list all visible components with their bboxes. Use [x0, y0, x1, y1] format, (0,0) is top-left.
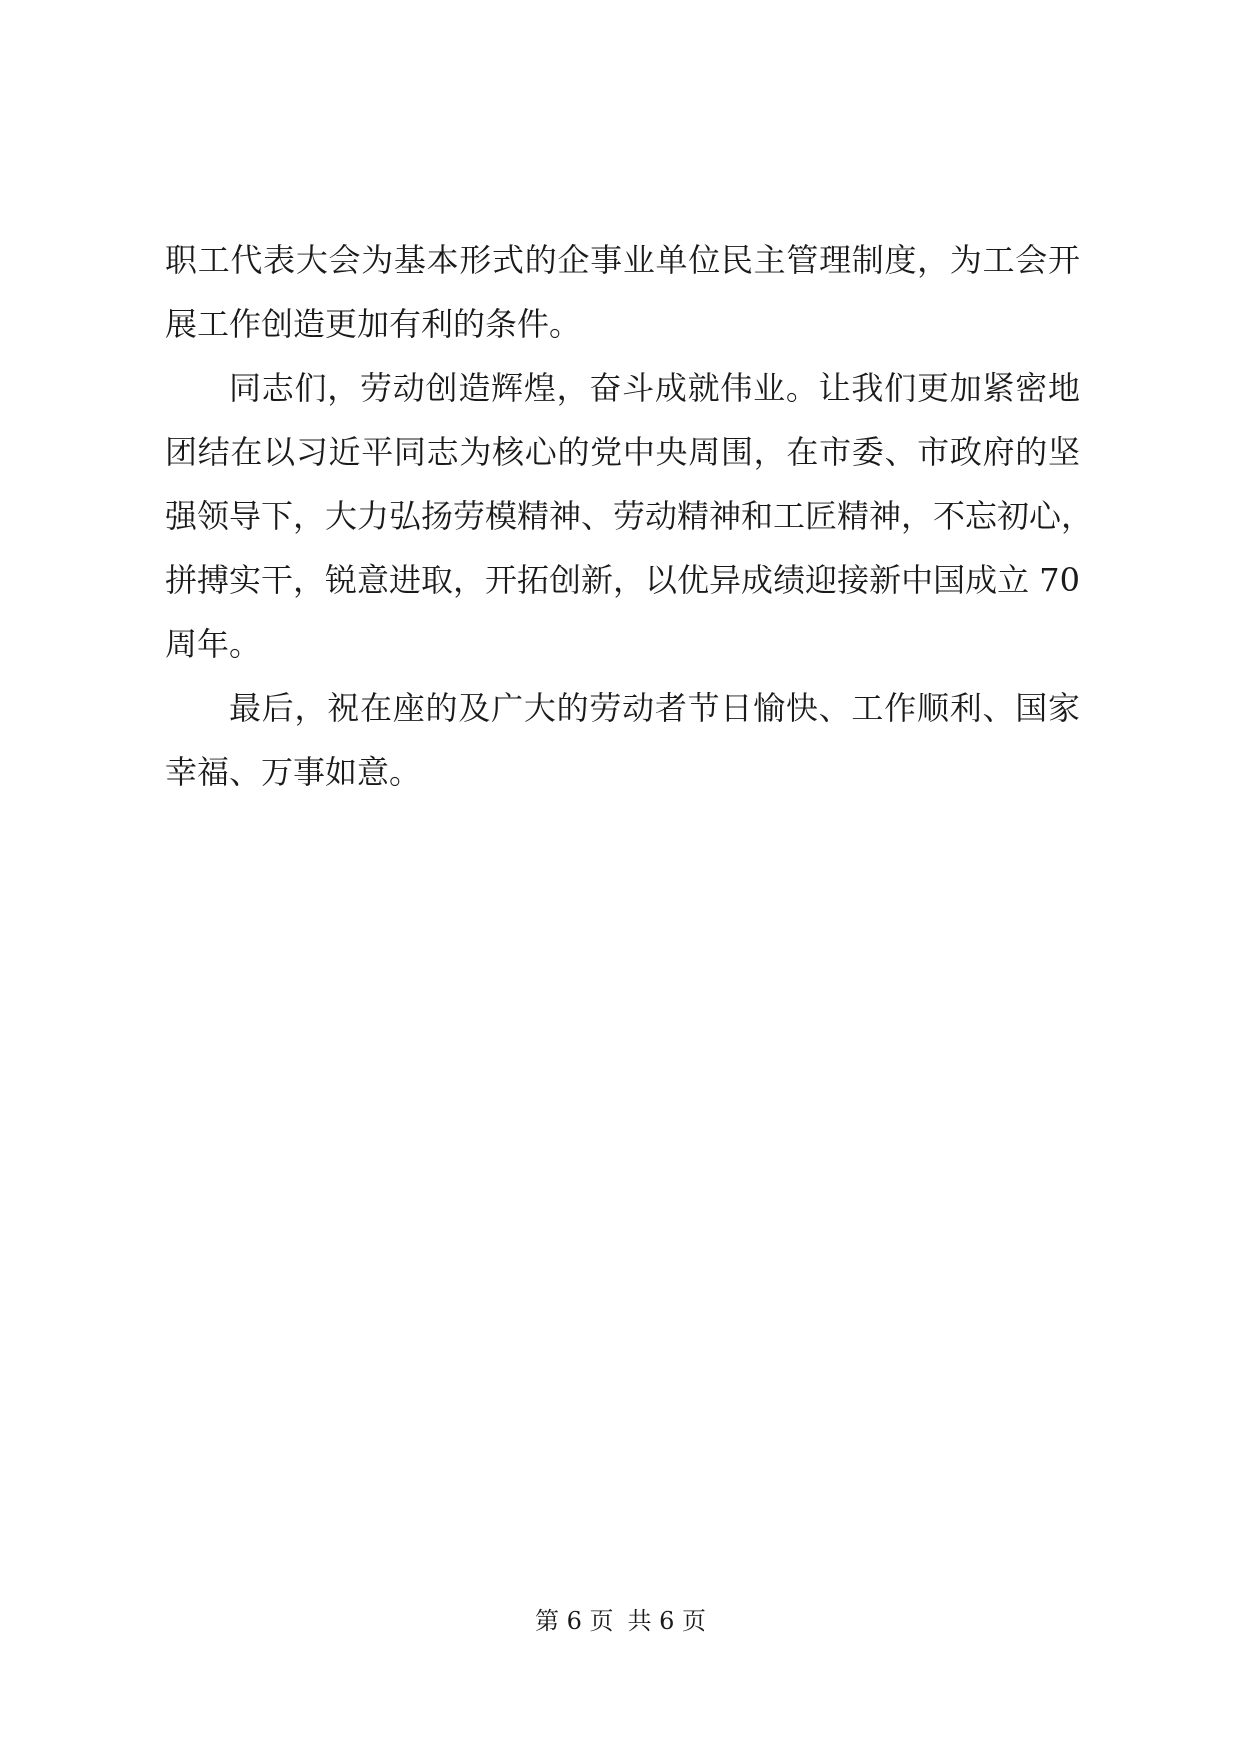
page-total: 共 6 页 [627, 1607, 707, 1635]
text-line: 幸福、万事如意。 [165, 753, 422, 791]
text-line: 最后，祝在座的及广大的劳动者节日愉快、工作顺利、国家 [229, 689, 1080, 727]
text-line: 团结在以习近平同志为核心的党中央周围，在市委、市政府的坚 [165, 433, 1080, 471]
text-line: 强领导下，大力弘扬劳模精神、劳动精神和工匠精神，不忘初心， [165, 497, 1094, 535]
document-body [165, 228, 1094, 804]
paragraph [165, 356, 1094, 676]
text-line: 周年。 [165, 625, 262, 663]
text-line: 职工代表大会为基本形式的企事业单位民主管理制度，为工会开 [165, 241, 1080, 279]
text-line: 同志们，劳动创造辉煌，奋斗成就伟业。让我们更加紧密地 [229, 369, 1080, 407]
page-number: 第 6 页 [534, 1607, 614, 1635]
text-line: 拼搏实干，锐意进取，开拓创新，以优异成绩迎接新中国成立 70 [165, 561, 1080, 599]
paragraph [165, 228, 1080, 356]
paragraph [165, 676, 1080, 804]
text-line: 展工作创造更加有利的条件。 [165, 305, 582, 343]
page-footer [0, 1606, 1241, 1636]
